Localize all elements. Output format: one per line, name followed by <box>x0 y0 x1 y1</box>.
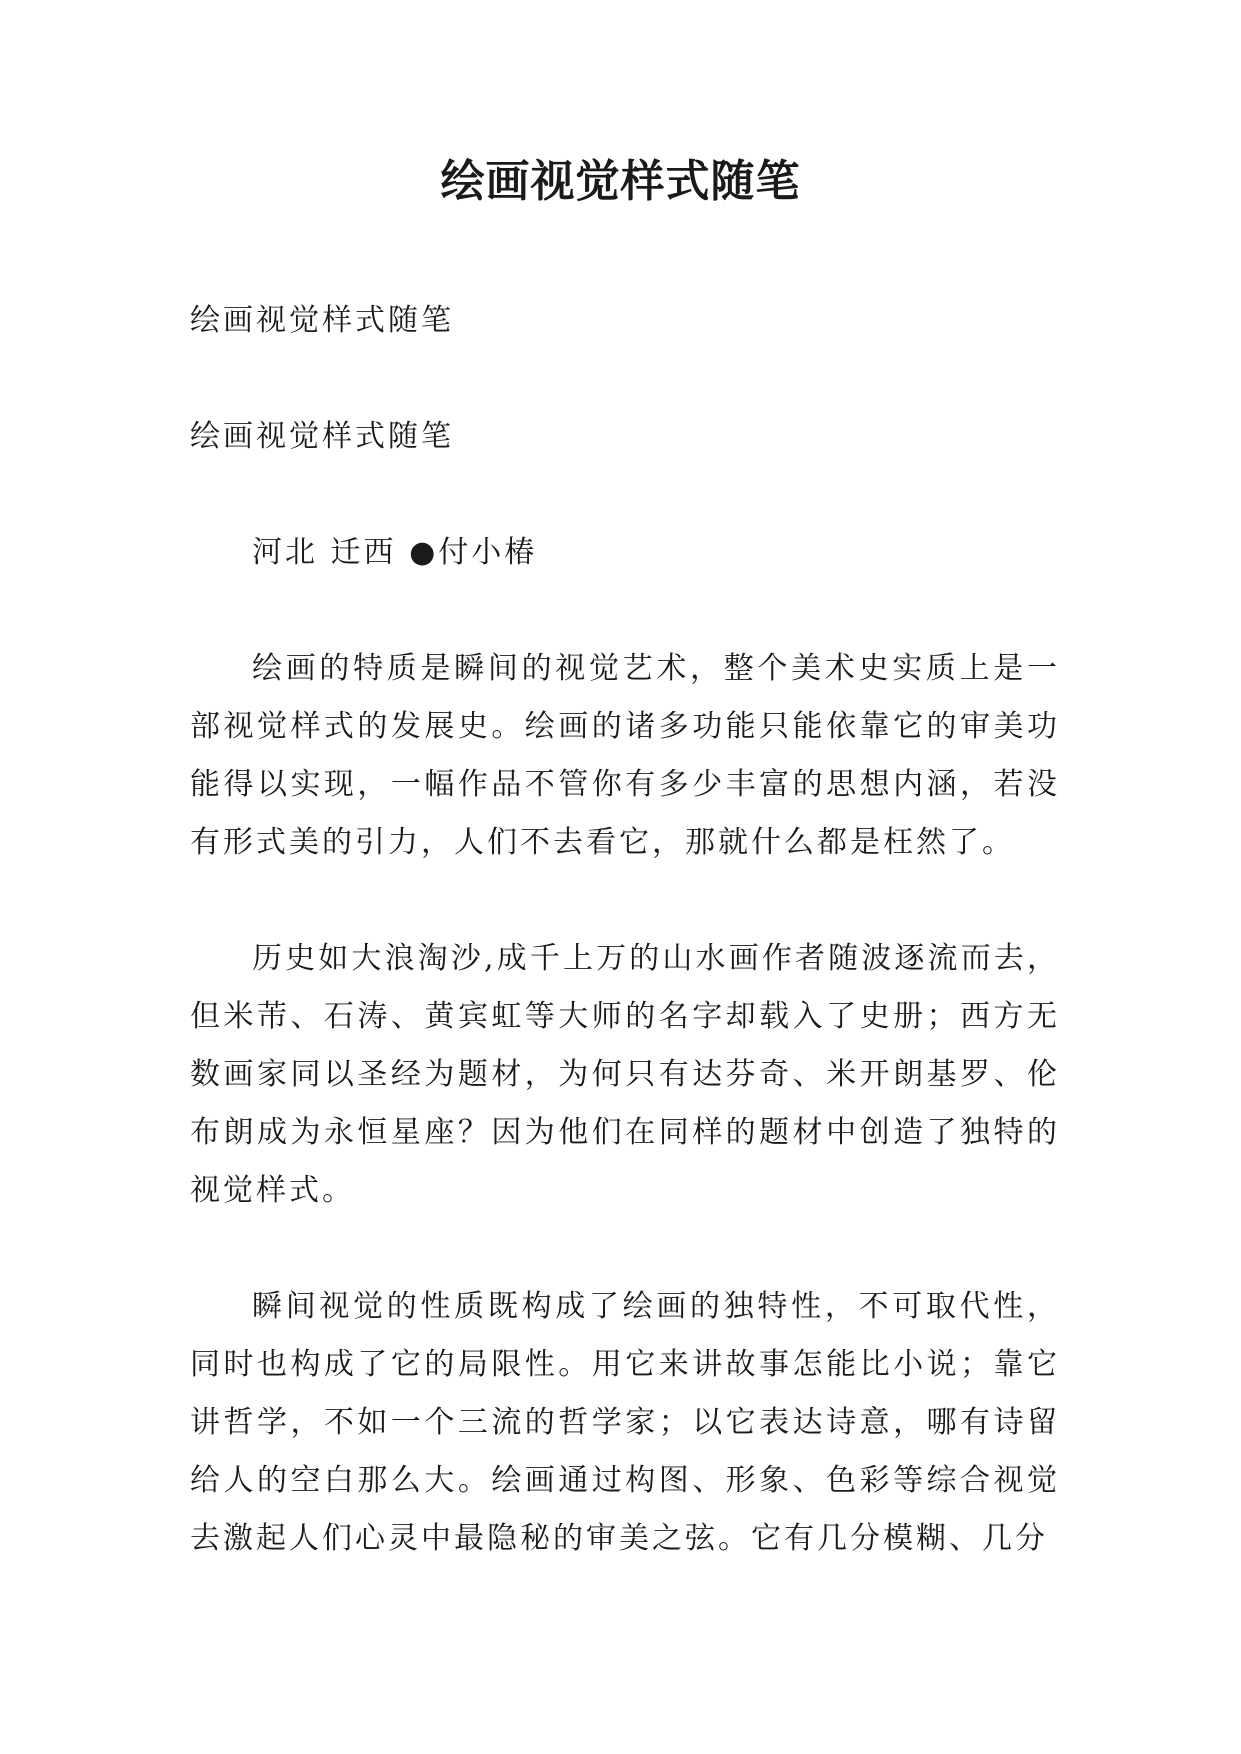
author-line: 河北 迁西 ●付小椿 <box>252 535 538 570</box>
subtitle-line-2: 绘画视觉样式随笔 <box>190 419 454 454</box>
document-title: 绘画视觉样式随笔 <box>440 156 801 207</box>
paragraph-3: 瞬间视觉的性质既构成了绘画的独特性，不可取代性，同时也构成了它的局限性。用它来讲故事怎能比小说；靠它讲哲学，不如一个三流的哲学家；以它表达诗意，哪有诗留给人的空白那么大。绘画通过构图、形象、色彩等综合视觉去激起人们心灵中最隐秘的审美之弦。它有几分模糊、几分 <box>190 1289 1060 1556</box>
document-body <box>190 292 1060 1626</box>
paragraph-2: 历史如大浪淘沙,成千上万的山水画作者随波逐流而去，但米芾、石涛、黄宾虹等大师的名字却载入了史册；西方无数画家同以圣经为题材，为何只有达芬奇、米开朗基罗、伦布朗成为永恒星座？因为他们在同样的题材中创造了独特的视觉样式。 <box>190 941 1060 1208</box>
subtitle-line-1: 绘画视觉样式随笔 <box>190 303 454 338</box>
paragraph-1: 绘画的特质是瞬间的视觉艺术，整个美术史实质上是一部视觉样式的发展史。绘画的诸多功能只能依靠它的审美功能得以实现，一幅作品不管你有多少丰富的思想内涵，若没有形式美的引力，人们不去看它，那就什么都是枉然了。 <box>190 651 1060 860</box>
